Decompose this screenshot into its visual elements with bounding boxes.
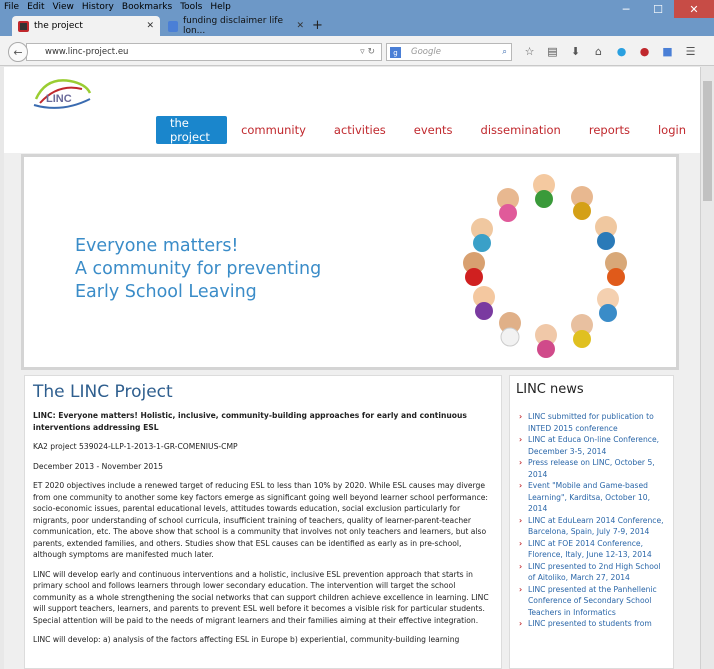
bookmark-star-icon[interactable]: ☆	[524, 45, 535, 58]
tab-close-icon[interactable]: ✕	[296, 21, 304, 31]
nav-the-project[interactable]: the project	[156, 116, 227, 144]
news-list	[516, 411, 667, 630]
menu-tools[interactable]: Tools	[180, 2, 203, 12]
tab-funding-disclaimer[interactable]	[162, 16, 310, 36]
tab-label: the project	[34, 21, 83, 31]
news-item[interactable]: › Event "Mobile and Game-based Learning", Karditsa, October 10, 2014	[516, 480, 667, 515]
nav-activities[interactable]: activities	[333, 123, 386, 137]
child-figure-4	[605, 252, 627, 286]
site-header	[4, 67, 700, 153]
nav-reports[interactable]: reports	[588, 123, 630, 137]
linc-logo[interactable]	[32, 75, 94, 111]
children-circle-image	[444, 163, 644, 363]
nav-login[interactable]: login	[657, 123, 686, 137]
menu-history[interactable]: History	[81, 2, 114, 12]
news-item[interactable]: › LINC at Educa On-line Conference, December 3-5, 2014	[516, 434, 667, 457]
home-icon[interactable]: ⌂	[595, 45, 602, 58]
news-heading: LINC news	[516, 382, 584, 397]
tab-close-icon[interactable]: ✕	[146, 21, 154, 31]
project-dates: December 2013 - November 2015	[33, 461, 163, 471]
search-engine-icon[interactable]: g	[390, 47, 401, 58]
body-paragraph: ET 2020 objectives include a renewed target of reducing ESL to less than 10% by 2020. While ESL causes may diverge from one community to another some key factors emerge as significant going well beyond learner school performance: socio-economic issues, parental educational levels, attitudes towards education, social exclusion particularly for migrants, poor understanding of school curricula, insufficient training of teachers, quality of learner-parent-teacher communication, etc. The above show that school is a community that involves not only teachers and learners, but also parents, extended families, and others. Studies show that ESL causes can be identified as early as in pre-school, although symptoms are manifested much later.	[33, 481, 488, 559]
menu-bookmarks[interactable]: Bookmarks	[121, 2, 173, 12]
menu-file[interactable]: File	[4, 2, 20, 12]
search-placeholder: Google	[411, 47, 441, 57]
download-icon[interactable]: ⬇	[570, 45, 581, 58]
web-page	[4, 67, 700, 669]
news-item[interactable]: › LINC presented to 2nd High School of Aitoliko, March 27, 2014	[516, 561, 667, 584]
site-favicon-icon	[18, 21, 29, 32]
scrollbar-thumb[interactable]	[703, 81, 712, 201]
child-figure-1	[533, 174, 555, 208]
news-item[interactable]: › LINC at EduLearn 2014 Conference, Barcelona, Spain, July 7-9, 2014	[516, 515, 667, 538]
toolbar-icons	[518, 45, 702, 58]
news-item[interactable]: › LINC presented at the Panhellenic Conference of Secondary School Teachers in Informatics	[516, 584, 667, 619]
child-figure-3	[595, 216, 617, 250]
google-favicon-icon	[168, 21, 178, 32]
logo-text: LINC	[46, 93, 72, 105]
menu-help[interactable]: Help	[210, 2, 231, 12]
menu-edit[interactable]: Edit	[27, 2, 45, 12]
new-tab-button[interactable]: +	[312, 18, 323, 33]
hero-line-2: A community for preventing	[75, 259, 322, 279]
news-item[interactable]: › Press release on LINC, October 5, 2014	[516, 457, 667, 480]
nav-events[interactable]: events	[413, 123, 453, 137]
window-controls	[610, 0, 714, 18]
hero-line-1: Everyone matters!	[75, 236, 239, 256]
minimize-button[interactable]: ─	[622, 2, 630, 16]
hero-line-3: Early School Leaving	[75, 282, 257, 302]
browser-titlebar	[0, 0, 714, 36]
child-figure-6	[571, 314, 593, 348]
menu-bar	[4, 2, 239, 14]
maximize-button[interactable]: ☐	[653, 2, 663, 16]
child-figure-12	[497, 188, 519, 222]
search-bar[interactable]	[386, 43, 512, 61]
skype-icon[interactable]: ●	[616, 45, 627, 58]
address-bar[interactable]	[26, 43, 382, 61]
nav-community[interactable]: community	[241, 123, 306, 137]
url-text: www.linc-project.eu	[45, 47, 129, 57]
reload-icon[interactable]: ▿ ↻	[360, 47, 375, 57]
abp-icon[interactable]: ●	[639, 45, 650, 58]
site-navigation	[156, 116, 700, 144]
news-item[interactable]: › LINC at FOE 2014 Conference, Florence, Italy, June 12-13, 2014	[516, 538, 667, 561]
menu-icon[interactable]: ☰	[685, 45, 696, 58]
body-paragraph: LINC will develop early and continuous interventions and a holistic, inclusive ESL prevention approach that starts in primary school and follows learners through lower secondary education. The intervention will target the school community as a whole strengthening the social networks that can support children achieve excellence in learning. LINC will support teachers, learners, and parents to prevent ESL well before it becomes a visible risk for particular students. Special attention will be paid to the needs of migrant learners and their families aiming at their effective integration.	[33, 569, 489, 625]
tab-label: funding disclaimer life lon...	[182, 16, 283, 36]
main-content	[24, 375, 502, 669]
reading-list-icon[interactable]: ▤	[547, 45, 558, 58]
hero-tagline	[75, 235, 321, 304]
project-id: KA2 project 539024-LLP-1-2013-1-GR-COMENIUS-CMP	[33, 442, 238, 451]
close-window-button[interactable]: ✕	[674, 0, 714, 18]
body-paragraph: LINC will develop: a) analysis of the factors affecting ESL in Europe b) experiential, community-building learning	[33, 635, 460, 644]
nav-dissemination[interactable]: dissemination	[480, 123, 561, 137]
navigation-toolbar	[0, 36, 714, 66]
news-item[interactable]: › LINC presented to students from	[516, 618, 667, 630]
hero-banner	[21, 154, 679, 370]
child-figure-7	[535, 324, 557, 358]
child-figure-2	[571, 186, 593, 220]
page-title: The LINC Project	[33, 382, 173, 402]
child-figure-11	[471, 218, 493, 252]
page-scrollbar[interactable]	[700, 67, 714, 669]
child-figure-9	[473, 286, 495, 320]
child-figure-10	[463, 252, 485, 286]
child-figure-8	[499, 312, 521, 346]
project-subtitle: LINC: Everyone matters! Holistic, inclusive, community-building approaches for early and continuous interventions addressing ESL	[33, 411, 467, 432]
news-item[interactable]: › LINC submitted for publication to INTED 2015 conference	[516, 411, 667, 434]
child-figure-5	[597, 288, 619, 322]
extension-icon[interactable]: ■	[662, 45, 673, 58]
tab-the-project[interactable]	[12, 16, 160, 36]
back-button[interactable]: ←	[8, 42, 28, 62]
search-icon[interactable]: ⌕	[502, 47, 507, 57]
menu-view[interactable]: View	[52, 2, 74, 12]
news-sidebar	[509, 375, 674, 669]
